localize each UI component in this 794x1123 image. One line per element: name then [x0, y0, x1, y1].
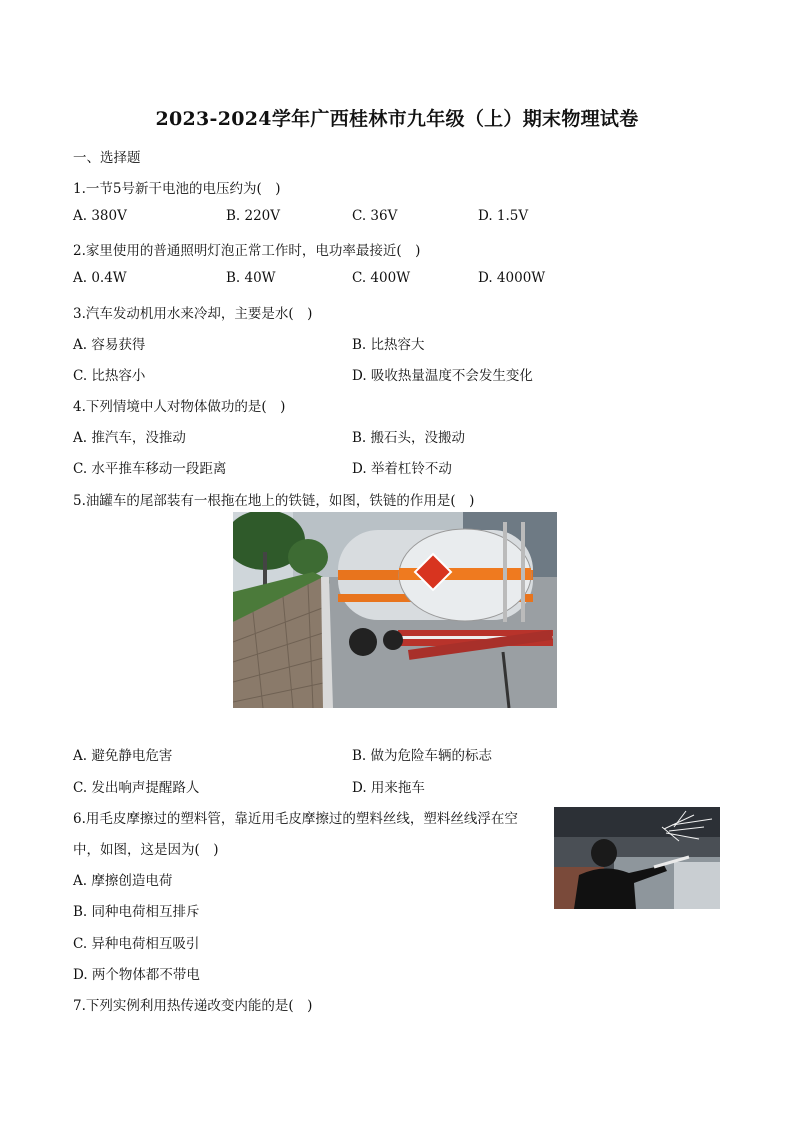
q1-option-d[interactable]: D. 1.5V: [478, 208, 529, 224]
q3-option-c[interactable]: C. 比热容小: [73, 368, 146, 384]
q1-option-b[interactable]: B. 220V: [226, 208, 281, 224]
q5-option-d[interactable]: D. 用来拖车: [352, 780, 425, 796]
q2-option-b[interactable]: B. 40W: [226, 270, 276, 286]
question-6-stem-line1: 6.用毛皮摩擦过的塑料管，靠近用毛皮摩擦过的塑料丝线，塑料丝线浮在空: [73, 811, 518, 827]
q4-option-d[interactable]: D. 举着杠铃不动: [352, 461, 452, 477]
q4-option-c[interactable]: C. 水平推车移动一段距离: [73, 461, 227, 477]
question-1-stem: 1.一节5号新干电池的电压约为( ): [73, 181, 281, 197]
tanker-truck-photo: [233, 512, 557, 708]
question-7-stem: 7.下列实例利用热传递改变内能的是( ): [73, 998, 313, 1014]
q5-option-c[interactable]: C. 发出响声提醒路人: [73, 780, 200, 796]
q3-option-d[interactable]: D. 吸收热量温度不会发生变化: [352, 368, 533, 384]
q1-option-c[interactable]: C. 36V: [352, 208, 398, 224]
q6-option-c[interactable]: C. 异种电荷相互吸引: [73, 936, 200, 952]
question-2-stem: 2.家里使用的普通照明灯泡正常工作时，电功率最接近( ): [73, 243, 421, 259]
q2-option-c[interactable]: C. 400W: [352, 270, 411, 286]
q6-option-b[interactable]: B. 同种电荷相互排斥: [73, 904, 200, 920]
q4-option-b[interactable]: B. 搬石头，没搬动: [352, 430, 466, 446]
question-4-stem: 4.下列情境中人对物体做功的是( ): [73, 399, 286, 415]
section-heading: 一、选择题: [73, 150, 141, 166]
q2-option-d[interactable]: D. 4000W: [478, 270, 546, 286]
question-3-stem: 3.汽车发动机用水来冷却，主要是水( ): [73, 306, 313, 322]
question-5-stem: 5.油罐车的尾部装有一根拖在地上的铁链，如图，铁链的作用是( ): [73, 493, 475, 509]
q1-option-a[interactable]: A. 380V: [73, 208, 127, 224]
q4-option-a[interactable]: A. 推汽车，没推动: [73, 430, 186, 446]
static-plastic-photo: [554, 807, 720, 909]
question-6-stem-line2: 中，如图，这是因为( ): [73, 842, 219, 858]
q6-option-a[interactable]: A. 摩擦创造电荷: [73, 873, 173, 889]
q3-option-b[interactable]: B. 比热容大: [352, 337, 425, 353]
q5-option-a[interactable]: A. 避免静电危害: [73, 748, 173, 764]
q2-option-a[interactable]: A. 0.4W: [73, 270, 127, 286]
q6-option-d[interactable]: D. 两个物体都不带电: [73, 967, 200, 983]
page-title: 2023-2024学年广西桂林市九年级（上）期末物理试卷: [155, 108, 639, 130]
q5-option-b[interactable]: B. 做为危险车辆的标志: [352, 748, 493, 764]
q3-option-a[interactable]: A. 容易获得: [73, 337, 146, 353]
